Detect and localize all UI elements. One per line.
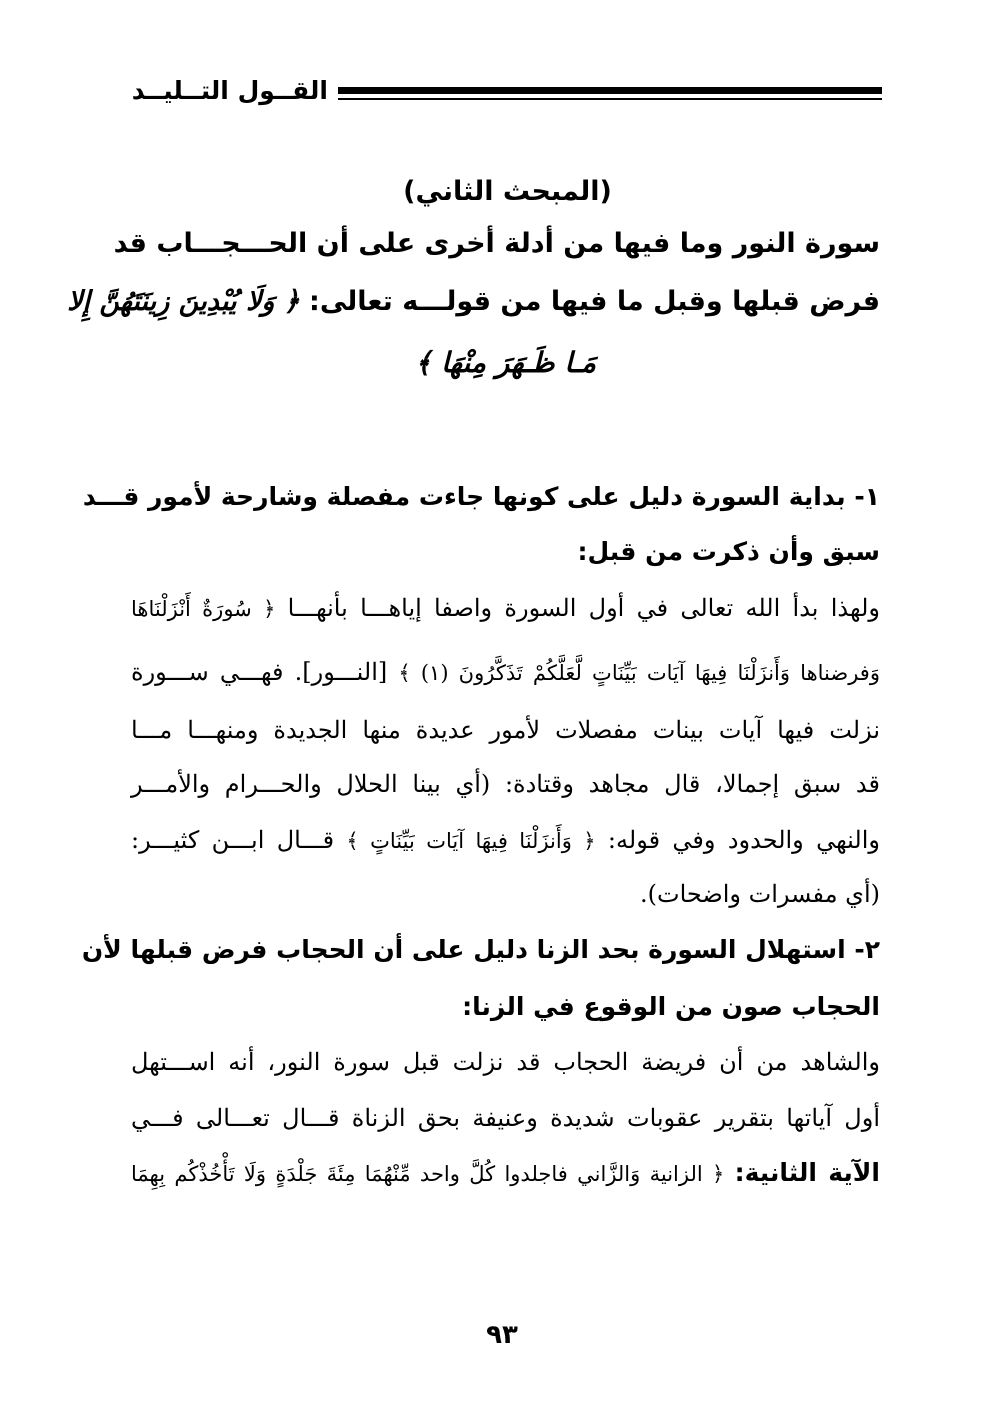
point1-line-5-text-b: قـــال ابـــن كثيـــر: — [131, 826, 335, 854]
point2-line-3-verse: ﴿ الزانية وَالزَّاني فاجلدوا كُلَّ واحد مِّنْهُمَا مِئَةَ جَلْدَةٍ وَلَا تَأْخُذْكُم بِهِمَا — [131, 1162, 725, 1186]
point1-line-2 — [131, 658, 880, 686]
point2-line-3 — [131, 1158, 880, 1187]
point1-line-5-verse: ﴿ وَأَنزَلْنَا فِيهَا آيَات بَيِّنَاتٍ ﴾ — [346, 829, 596, 853]
section-title-line-2-text: فرض قبلها وقبل ما فيها من قولـــه تعالى: — [309, 286, 880, 317]
point2-heading-line-2: الحجاب صون من الوقوع في الزنا: — [462, 992, 880, 1021]
running-header-title: القــول التــليــد — [131, 76, 328, 105]
header-rule-thick — [338, 87, 882, 94]
point1-line-1-text: ولهذا بدأ الله تعالى في أول السورة واصفا إياهـــا بأنهـــا — [287, 594, 880, 622]
point1-line-4: قد سبق إجمالا، قال مجاهد وقتادة: (أي بينا الحلال والحـــرام والأمـــر — [131, 770, 880, 798]
point2-line-2: أول آياتها بتقرير عقوبات شديدة وعنيفة بحق الزناة قـــال تعـــالى فـــي — [131, 1104, 880, 1132]
point2-line-1: والشاهد من أن فريضة الحجاب قد نزلت قبل سورة النور، أنه اســـتهل — [131, 1048, 880, 1076]
section-title-line-3 — [131, 346, 880, 379]
point2-heading-line-1: ٢- استهلال السورة بحد الزنا دليل على أن الحجاب فرض قبلها لأن — [81, 935, 880, 964]
point1-line-1-verse: ﴿ سُورَةٌ أَنْزَلْنَاهَا — [131, 597, 276, 621]
section-title-line-1: سورة النور وما فيها من أدلة أخرى على أن الحـــجـــاب قد — [113, 228, 880, 259]
section-title-line-3-verse: مَـا ظَـهَرَ مِنْهَا ﴾ — [414, 346, 597, 379]
section-title-line-2-verse: ﴿ وَلَا يُبْدِينَ زِينَتَهُنَّ إِلا — [67, 286, 300, 317]
section-title-line-2 — [67, 286, 880, 317]
point1-heading-line-1: ١- بداية السورة دليل على كونها جاءت مفصلة وشارحة لأمور قـــد — [82, 482, 880, 511]
point2-line-3-label: الآية الثانية: — [734, 1158, 880, 1187]
page-number: ٩٣ — [486, 1320, 518, 1350]
point1-line-3: نزلت فيها آيات بينات مفصلات لأمور عديدة منها الجديدة ومنهـــا مـــا — [131, 716, 880, 744]
section-heading: (المبحث الثاني) — [403, 176, 612, 207]
point1-line-2-text: [النـــور]. فهـــي ســـورة — [131, 658, 388, 686]
point1-line-5-text-a: والنهي والحدود وفي قوله: — [607, 826, 880, 854]
point1-line-5 — [131, 826, 880, 854]
point1-heading-line-2: سبق وأن ذكرت من قبل: — [577, 537, 880, 566]
point1-line-1 — [131, 594, 880, 622]
point1-line-2-verse: وَفرضناها وَأَنزَلْنَا فِيهَا آيَات بَيِّنَاتٍ لَّعَلَّكُمْ تَذَكَّرُونَ (١) ﴾ — [398, 661, 880, 685]
point1-line-6: (أي مفسرات واضحات). — [639, 880, 880, 908]
header-rule-thin — [338, 98, 882, 100]
